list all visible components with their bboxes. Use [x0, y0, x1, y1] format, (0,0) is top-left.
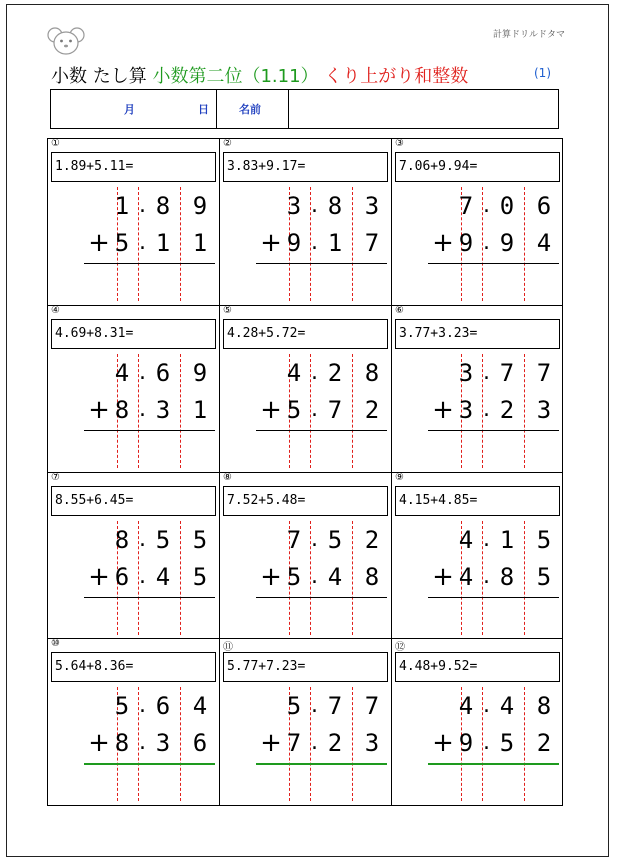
first-operand-digit: 5: [155, 526, 171, 554]
decimal-point: .: [311, 360, 318, 385]
second-operand-digit: 3: [536, 396, 552, 424]
decimal-point: .: [311, 527, 318, 552]
first-operand-digit: 8: [114, 526, 130, 554]
date-field[interactable]: [51, 90, 217, 128]
answer-line: [84, 430, 215, 431]
first-operand-digit: 9: [192, 192, 208, 220]
second-operand-digit: 9: [458, 729, 474, 757]
plus-sign: +: [88, 228, 110, 258]
decimal-point: .: [139, 360, 146, 385]
second-operand-digit: 6: [192, 729, 208, 757]
answer-area[interactable]: [428, 599, 559, 633]
answer-area[interactable]: [256, 765, 387, 799]
second-operand-digit: 3: [364, 729, 380, 757]
second-operand-digit: 7: [286, 729, 302, 757]
second-operand-digit: 7: [327, 396, 343, 424]
decimal-point: .: [311, 193, 318, 218]
problem-expression[interactable]: 7.52+5.48=: [223, 486, 388, 516]
name-label-cell: [217, 90, 289, 128]
first-operand-digit: 2: [364, 526, 380, 554]
first-operand-digit: 4: [192, 692, 208, 720]
first-operand-digit: 6: [155, 359, 171, 387]
answer-area[interactable]: [84, 765, 215, 799]
first-operand-digit: 1: [114, 192, 130, 220]
problem-cell: [48, 139, 220, 306]
first-operand-digit: 5: [536, 526, 552, 554]
answer-line: [256, 597, 387, 598]
sheet-number: (1): [534, 66, 551, 80]
decimal-point: .: [483, 564, 490, 589]
first-operand-digit: 4: [458, 526, 474, 554]
first-operand-digit: 4: [114, 359, 130, 387]
second-operand-digit: 8: [499, 563, 515, 591]
first-operand-digit: 3: [458, 359, 474, 387]
decimal-point: .: [139, 693, 146, 718]
problem-cell: [48, 473, 220, 640]
second-operand-digit: 1: [192, 229, 208, 257]
first-operand-digit: 8: [327, 192, 343, 220]
problem-number: ④: [51, 305, 60, 316]
answer-line: [256, 263, 387, 264]
problem-number: ①: [51, 138, 60, 149]
problem-expression[interactable]: 4.28+5.72=: [223, 319, 388, 349]
second-operand-digit: 2: [327, 729, 343, 757]
second-operand-digit: 5: [536, 563, 552, 591]
problem-cell: [392, 139, 564, 306]
second-operand-digit: 6: [114, 563, 130, 591]
second-operand-digit: 3: [458, 396, 474, 424]
second-operand-digit: 5: [286, 396, 302, 424]
decimal-point: .: [139, 564, 146, 589]
problem-expression[interactable]: 5.64+8.36=: [51, 652, 216, 682]
second-operand-digit: 2: [536, 729, 552, 757]
second-operand-digit: 7: [364, 229, 380, 257]
second-operand-digit: 3: [155, 729, 171, 757]
answer-line: [428, 430, 559, 431]
answer-area[interactable]: [256, 432, 387, 466]
first-operand-digit: 8: [364, 359, 380, 387]
problem-number: ⑤: [223, 305, 232, 316]
decimal-point: .: [311, 730, 318, 755]
plus-sign: +: [432, 562, 454, 592]
answer-area[interactable]: [428, 265, 559, 299]
worksheet-title: [51, 62, 468, 88]
answer-area[interactable]: [84, 265, 215, 299]
problem-number: ⑦: [51, 472, 60, 483]
problem-cell: [392, 306, 564, 473]
problem-cell: [48, 306, 220, 473]
day-label: 日: [198, 103, 209, 116]
decimal-point: .: [139, 730, 146, 755]
title-level: 小数第二位（1.11）: [152, 66, 319, 87]
answer-area[interactable]: [84, 432, 215, 466]
second-operand-digit: 9: [286, 229, 302, 257]
first-operand-digit: 5: [114, 692, 130, 720]
plus-sign: +: [88, 728, 110, 758]
first-operand-digit: 5: [286, 692, 302, 720]
first-operand-digit: 6: [536, 192, 552, 220]
plus-sign: +: [260, 395, 282, 425]
problem-expression[interactable]: 3.83+9.17=: [223, 152, 388, 182]
plus-sign: +: [432, 228, 454, 258]
second-operand-digit: 4: [536, 229, 552, 257]
decimal-point: .: [139, 230, 146, 255]
problem-expression[interactable]: 7.06+9.94=: [395, 152, 560, 182]
second-operand-digit: 8: [114, 729, 130, 757]
first-operand-digit: 8: [536, 692, 552, 720]
decimal-point: .: [311, 230, 318, 255]
first-operand-digit: 7: [499, 359, 515, 387]
decimal-point: .: [483, 730, 490, 755]
problem-expression[interactable]: 1.89+5.11=: [51, 152, 216, 182]
first-operand-digit: 7: [286, 526, 302, 554]
first-operand-digit: 2: [327, 359, 343, 387]
first-operand-digit: 7: [327, 692, 343, 720]
decimal-point: .: [483, 397, 490, 422]
second-operand-digit: 5: [286, 563, 302, 591]
plus-sign: +: [88, 395, 110, 425]
second-operand-digit: 5: [499, 729, 515, 757]
title-topic: 小数 たし算: [51, 66, 147, 87]
problem-number: ⑧: [223, 472, 232, 483]
problem-expression[interactable]: 4.69+8.31=: [51, 319, 216, 349]
decimal-point: .: [311, 564, 318, 589]
answer-line: [428, 263, 559, 264]
plus-sign: +: [432, 728, 454, 758]
first-operand-digit: 7: [536, 359, 552, 387]
second-operand-digit: 9: [458, 229, 474, 257]
second-operand-digit: 2: [499, 396, 515, 424]
problem-number: ②: [223, 138, 232, 149]
decimal-point: .: [311, 397, 318, 422]
problem-number: ③: [395, 138, 404, 149]
problem-cell: [392, 639, 564, 806]
first-operand-digit: 4: [499, 692, 515, 720]
problem-expression[interactable]: 4.15+4.85=: [395, 486, 560, 516]
second-operand-digit: 5: [192, 563, 208, 591]
brand-label: 計算ドリルドタマ: [492, 30, 565, 40]
decimal-point: .: [139, 397, 146, 422]
answer-area[interactable]: [256, 599, 387, 633]
first-operand-digit: 3: [286, 192, 302, 220]
problem-cell: [220, 139, 392, 306]
first-operand-digit: 0: [499, 192, 515, 220]
answer-area[interactable]: [428, 432, 559, 466]
problem-cell: [220, 639, 392, 806]
first-operand-digit: 5: [192, 526, 208, 554]
first-operand-digit: 4: [286, 359, 302, 387]
decimal-point: .: [483, 527, 490, 552]
problem-expression[interactable]: 4.48+9.52=: [395, 652, 560, 682]
decimal-point: .: [483, 230, 490, 255]
decimal-point: .: [139, 527, 146, 552]
second-operand-digit: 1: [155, 229, 171, 257]
answer-line: [428, 597, 559, 598]
answer-line: [84, 263, 215, 264]
answer-line: [84, 597, 215, 598]
first-operand-digit: 7: [458, 192, 474, 220]
second-operand-digit: 1: [327, 229, 343, 257]
first-operand-digit: 8: [155, 192, 171, 220]
decimal-point: .: [483, 693, 490, 718]
plus-sign: +: [260, 228, 282, 258]
second-operand-digit: 2: [364, 396, 380, 424]
decimal-point: .: [483, 360, 490, 385]
first-operand-digit: 5: [327, 526, 343, 554]
problem-expression[interactable]: 3.77+3.23=: [395, 319, 560, 349]
decimal-point: .: [139, 193, 146, 218]
second-operand-digit: 4: [155, 563, 171, 591]
second-operand-digit: 8: [364, 563, 380, 591]
first-operand-digit: 4: [458, 692, 474, 720]
problem-expression[interactable]: 5.77+7.23=: [223, 652, 388, 682]
answer-area[interactable]: [84, 599, 215, 633]
second-operand-digit: 9: [499, 229, 515, 257]
first-operand-digit: 3: [364, 192, 380, 220]
answer-area[interactable]: [428, 765, 559, 799]
problem-cell: [220, 473, 392, 640]
second-operand-digit: 1: [192, 396, 208, 424]
date-name-header: [50, 89, 559, 129]
name-label: 名前: [239, 103, 261, 116]
first-operand-digit: 9: [192, 359, 208, 387]
problem-number: ⑥: [395, 305, 404, 316]
plus-sign: +: [88, 562, 110, 592]
answer-area[interactable]: [256, 265, 387, 299]
mouse-mascot-icon: [47, 26, 85, 56]
first-operand-digit: 6: [155, 692, 171, 720]
second-operand-digit: 5: [114, 229, 130, 257]
problem-number: ⑪: [223, 642, 233, 653]
name-field[interactable]: [289, 90, 558, 128]
month-label: 月: [124, 103, 135, 116]
problem-grid: [47, 138, 563, 806]
plus-sign: +: [260, 728, 282, 758]
second-operand-digit: 4: [458, 563, 474, 591]
answer-line: [256, 430, 387, 431]
title-subtopic: くり上がり和整数: [324, 66, 469, 87]
problem-expression[interactable]: 8.55+6.45=: [51, 486, 216, 516]
plus-sign: +: [260, 562, 282, 592]
problem-cell: [220, 306, 392, 473]
first-operand-digit: 7: [364, 692, 380, 720]
problem-number: ⑨: [395, 472, 404, 483]
decimal-point: .: [311, 693, 318, 718]
problem-number: ⑫: [395, 642, 405, 653]
problem-cell: [392, 473, 564, 640]
first-operand-digit: 1: [499, 526, 515, 554]
second-operand-digit: 8: [114, 396, 130, 424]
second-operand-digit: 3: [155, 396, 171, 424]
problem-cell: [48, 639, 220, 806]
problem-number: ⑩: [51, 638, 60, 649]
plus-sign: +: [432, 395, 454, 425]
decimal-point: .: [483, 193, 490, 218]
second-operand-digit: 4: [327, 563, 343, 591]
